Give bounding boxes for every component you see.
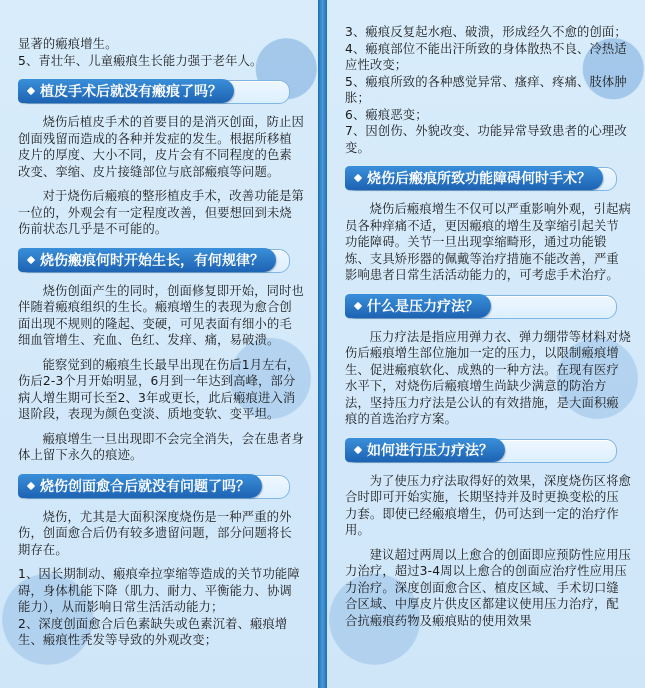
paragraph: 烧伤后植皮手术的首要目的是消灭创面，防止因创面残留而造成的各种并发症的发生。根据所移植皮片的厚度、大小不同，皮片会有不同程度的色素改变、挛缩、皮片接缝部位与底部瘢痕等问题。 bbox=[18, 115, 304, 179]
header-tab bbox=[345, 438, 505, 462]
paragraph: 对于烧伤后瘢痕的整形植皮手术，改善功能是第一位的，外观会有一定程度改善，但要想回到未烧伤前状态几乎是不可能的。 bbox=[18, 189, 304, 236]
section-title: 烧伤创面愈合后就没有问题了吗？ bbox=[40, 478, 250, 495]
bullet-icon bbox=[27, 255, 35, 263]
section-title: 植皮手术后就没有瘢痕了吗？ bbox=[40, 84, 222, 100]
bullet-icon bbox=[354, 174, 362, 182]
intro-line-1: 显著的瘢痕增生。 bbox=[18, 37, 118, 51]
list-item: 6、瘢痕恶变； bbox=[345, 107, 428, 122]
section-title: 烧伤后瘢痕所致功能障碍何时手术？ bbox=[367, 171, 591, 187]
section-header-after-healing bbox=[18, 472, 304, 500]
section-title: 烧伤瘢痕何时开始生长，有何规律？ bbox=[40, 252, 264, 269]
paragraph: 1、因长期制动、瘢痕牵拉挛缩等造成的关节功能障碍，身体机能下降（肌力、耐力、平衡能力、协调能力），从而影响日常生活活动能力； bbox=[18, 567, 300, 614]
section-title: 什么是压力疗法？ bbox=[367, 298, 479, 315]
section-header-pressure-therapy bbox=[345, 292, 631, 320]
paragraph: 压力疗法是指应用弹力衣、弹力绷带等材料对烧伤后瘢痕增生部位施加一定的压力，以限制瘢痕增生、促进瘢痕软化、成熟的一种方法。在现有医疗水平下，对烧伤后瘢痕增生尚缺少满意的防治方法，坚持压力疗法是公认的有效措施，是大面积瘢痕的首选治疗方案。 bbox=[345, 329, 631, 426]
list-item: 3、瘢痕反复起水疱、破溃，形成经久不愈的创面； bbox=[345, 25, 627, 39]
paragraph: 烧伤后瘢痕增生不仅可以严重影响外观，引起病员各种痒痛不适，更因瘢痕的增生及挛缩引起关节功能障碍。关节一旦出现挛缩畸形，通过功能锻炼、支具矫形器的佩戴等治疗措施不能改善，严重影响患者日常生活活动能力的，可考虑手术治疗。 bbox=[345, 202, 631, 282]
header-tab bbox=[345, 166, 603, 190]
section-header-surgery-timing bbox=[345, 164, 631, 192]
list-item: 4、瘢痕部位不能出汗所致的身体散热不良、冷热适应性改变； bbox=[345, 41, 627, 72]
header-tab bbox=[18, 79, 234, 103]
paragraph: 能察觉到的瘢痕生长最早出现在伤后1月左右，伤后2-3个月开始明显，6月到一年达到高峰，部分病人增生期可长至2、3年或更长，此后瘢痕进入消退阶段，表现为颜色变淡、质地变软、变平坦。 bbox=[18, 357, 300, 421]
bullet-icon bbox=[354, 445, 362, 453]
list-item: 7、因创伤、外貌改变、功能异常导致患者的心理改变。 bbox=[345, 124, 627, 155]
header-tab bbox=[18, 474, 262, 498]
intro-line-2: 5、青壮年、儿童瘢痕生长能力强于老年人。 bbox=[18, 53, 263, 68]
bullet-icon bbox=[354, 301, 362, 309]
paragraph: 建议超过两周以上愈合的创面即应预防性应用压力治疗，超过3-4周以上愈合的创面应治疗性应用压力治疗。深度创面愈合区、植皮区域、手术切口缝合区域、中厚皮片供皮区都建议使用压力治疗，配合抗瘢痕药物及瘢痕贴的使用效果 bbox=[345, 547, 631, 628]
paragraph: 瘢痕增生一旦出现即不会完全消失，会在患者身体上留下永久的痕迹。 bbox=[18, 431, 304, 462]
header-tab bbox=[18, 248, 276, 272]
header-tab bbox=[345, 294, 491, 318]
paragraph: 2、深度创面愈合后色素缺失或色素沉着、瘢痕增生、瘢痕性秃发等导致的外观改变； bbox=[18, 616, 288, 647]
section-header-scar-growth bbox=[18, 246, 304, 274]
column-divider bbox=[318, 0, 327, 688]
bullet-icon bbox=[27, 87, 35, 95]
list-item: 5、瘢痕所致的各种感觉异常、瘙痒、疼痛、肢体肿胀； bbox=[345, 74, 627, 105]
paragraph: 烧伤创面产生的同时，创面修复即开始，同时也伴随着瘢痕组织的生长。瘢痕增生的表现为愈合创面出现不规则的隆起、变硬，可见表面有细小的毛细血管增生、充血、色红、发痒、痛，易破溃。 bbox=[18, 283, 304, 347]
left-column bbox=[0, 0, 318, 688]
paragraph: 为了使压力疗法取得好的效果，深度烧伤区将愈合时即可开始实施，长期坚持并及时更换变松的压力套。即使已经瘢痕增生，仍可达到一定的治疗作用。 bbox=[345, 473, 631, 537]
section-title: 如何进行压力疗法？ bbox=[367, 442, 493, 459]
bullet-icon bbox=[27, 481, 35, 489]
section-header-skin-graft bbox=[18, 77, 304, 105]
right-column bbox=[327, 0, 645, 688]
paragraph: 烧伤，尤其是大面积深度烧伤是一种严重的外伤，创面愈合后仍有较多遗留问题，部分问题将长期存在。 bbox=[18, 509, 292, 557]
section-header-how-pressure bbox=[345, 436, 631, 464]
